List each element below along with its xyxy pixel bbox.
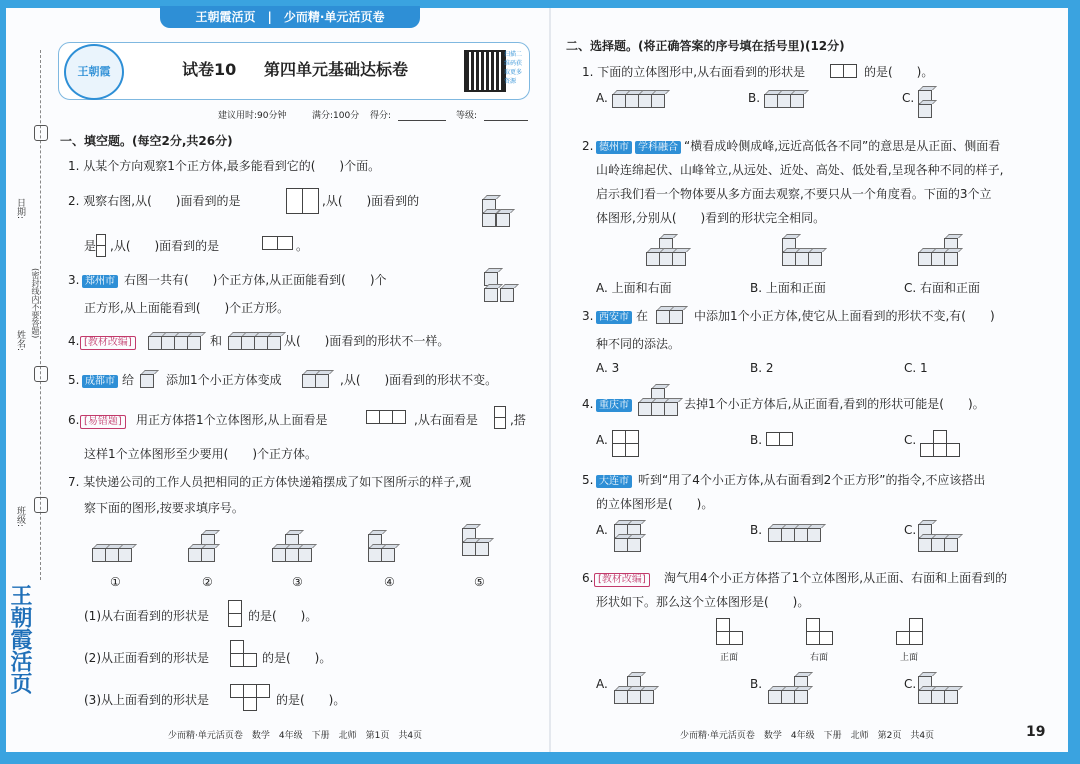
r-q6-tag: [教材改编] — [594, 573, 650, 587]
right-border — [1068, 0, 1080, 764]
r-q2-opt-a[interactable]: A. 上面和右面 — [596, 281, 672, 295]
r-q6-line1: 淘气用4个小正方体搭了1个立体图形,从正面、右面和上面看到的 — [664, 571, 1008, 585]
series-name: 少而精·单元活页卷 — [283, 10, 385, 24]
q7-figure-3 — [270, 528, 326, 570]
r-q2-fig-2 — [780, 232, 840, 272]
q3-line2: 正方形,从上面能看到( )个正方形。 — [84, 301, 290, 315]
brand-name: 王朝霞 — [195, 10, 232, 24]
q7-num-5: ⑤ — [474, 575, 485, 589]
meta-time: 建议用时:90分钟 — [218, 111, 287, 121]
q7-1-a: (1)从右面看到的形状是 — [84, 609, 209, 623]
r-q5-opt-a[interactable]: A. — [596, 523, 608, 537]
r-q1-opt-a[interactable]: A. — [596, 91, 608, 105]
r-q4-figure — [636, 384, 682, 420]
r-q4-tag-wrap — [596, 396, 635, 412]
grade-blank[interactable] — [484, 120, 528, 121]
r-q3-tag: 西安市 — [596, 311, 632, 324]
qr-caption: 扫描二维码获取更多资源 — [504, 51, 523, 85]
r-q1-opt-c[interactable]: C. — [902, 91, 915, 105]
q6-text3: ,搭 — [510, 413, 526, 427]
r-q6-line2: 形状如下。那么这个立体图形是( )。 — [596, 595, 810, 609]
r-q2-line3: 启示我们看一个物体要从多方面去观察,不要只从一个角度看。下面的3个立 — [596, 187, 992, 201]
r-q6-fig-c — [916, 670, 964, 716]
q3-line1: 右图一共有( )个正方体,从正面能看到( )个 — [124, 273, 387, 287]
r-q1-opt-b[interactable]: B. — [748, 91, 761, 105]
q7-1-b: 的是( )。 — [248, 609, 318, 623]
r-q2-fig-3 — [916, 232, 976, 272]
q6-number: 6. — [68, 413, 80, 427]
q7-num-4: ④ — [384, 575, 395, 589]
r-q6-tag-wrap — [594, 570, 653, 587]
q7-figure-4 — [366, 528, 410, 570]
right-footer: 少而精·单元活页卷 数学 4年级 下册 北师 第2页 共4页 — [680, 731, 935, 741]
q7-2-b: 的是( )。 — [262, 651, 332, 665]
r-q6-opt-a[interactable]: A. — [596, 677, 608, 691]
r-q3-line2: 种不同的添法。 — [596, 337, 681, 351]
r-q5-fig-c — [916, 516, 960, 560]
q5-figure-b — [300, 366, 340, 390]
meta-grade: 等级: — [456, 111, 478, 121]
q6-tag: [易错题] — [80, 415, 126, 429]
q5-number: 5. — [68, 373, 80, 387]
q4-number: 4. — [68, 334, 80, 348]
q2-line1b: ,从( )面看到的 — [322, 194, 420, 208]
r-q2-number: 2. — [582, 139, 594, 153]
q7-figure-2 — [186, 528, 230, 570]
side-name-label: 姓名: — [15, 330, 25, 352]
binding-hole — [34, 366, 48, 382]
meta-full-score: 满分:100分 — [312, 111, 360, 121]
r-q5-opt-b[interactable]: B. — [750, 523, 763, 537]
q2-line2b: ,从( )面看到的是 — [110, 239, 220, 253]
q2-line2c: 。 — [296, 239, 309, 253]
r-q5-tag: 大连市 — [596, 475, 632, 488]
q7-line1: 7. 某快递公司的工作人员把相同的正方体快递箱摆成了如下图所示的样子,观 — [68, 475, 472, 489]
r-q1-fig-b — [762, 86, 812, 114]
r-q5-fig-b — [766, 518, 830, 550]
r-q3-number: 3. — [582, 309, 594, 323]
r-q6-top-label: 上面 — [900, 653, 919, 663]
page-number: 19 — [1026, 724, 1046, 740]
header-banner: 王朝霞活页 | 少而精·单元活页卷 — [160, 6, 420, 28]
q7-figure-5 — [460, 524, 504, 570]
r-q3-opt-b[interactable]: B. 2 — [750, 361, 774, 375]
r-q4-opt-a[interactable]: A. — [596, 433, 608, 447]
binding-hole — [34, 497, 48, 513]
r-q5-tag-wrap — [596, 472, 635, 488]
r-q2-line2: 山岭连绵起伏、山峰耸立,从远处、近处、高处、低处看,呈现各种不同的样子, — [596, 163, 1004, 177]
r-q2-line4: 体图形,分别从( )看到的形状完全相同。 — [596, 211, 826, 225]
r-q3-opt-c[interactable]: C. 1 — [904, 361, 928, 375]
q1-text: 1. 从某个方向观察1个正方体,最多能看到它的( )个面。 — [68, 159, 381, 173]
q6-text2: ,从右面看是 — [414, 413, 478, 427]
left-footer: 少而精·单元活页卷 数学 4年级 下册 北师 第1页 共4页 — [168, 731, 423, 741]
side-date-label: 日期: — [15, 198, 25, 220]
meta-score: 得分: — [370, 111, 392, 121]
r-q2-tag1: 德州市 — [596, 141, 632, 154]
r-q1-b: 的是( )。 — [864, 65, 934, 79]
paper-number: 试卷10 — [182, 60, 237, 79]
q4-figure-b — [226, 330, 286, 352]
q3-number: 3. — [68, 273, 80, 287]
q5-tag: 成都市 — [82, 375, 118, 388]
q7-3-b: 的是( )。 — [276, 693, 346, 707]
section-multiple-choice: 二、选择题。(将正确答案的序号填在括号里)(12分) — [566, 39, 845, 53]
q7-figure-1 — [90, 540, 146, 570]
r-q4-text: 去掉1个小正方体后,从正面看,看到的形状可能是( )。 — [684, 397, 985, 411]
side-note: (密封线内不要答题) — [31, 268, 40, 339]
q5-text2: ,从( )面看到的形状不变。 — [340, 373, 498, 387]
r-q6-right-label: 右面 — [810, 653, 829, 663]
r-q2-fig-1 — [644, 232, 704, 272]
r-q1-fig-a — [610, 88, 680, 112]
q5-figure-a — [138, 366, 160, 390]
r-q6-number: 6. — [582, 571, 594, 585]
logo-badge: 王朝霞 — [64, 44, 124, 100]
r-q5-line2: 的立体图形是( )。 — [596, 497, 714, 511]
brand-product: 活页 — [231, 10, 256, 24]
r-q2-tags — [596, 138, 684, 154]
binding-hole — [34, 125, 48, 141]
q4-tag: [教材改编] — [80, 336, 136, 350]
q7-num-1: ① — [110, 575, 121, 589]
q7-num-3: ③ — [292, 575, 303, 589]
q7-num-2: ② — [202, 575, 213, 589]
q4-figure-a — [146, 330, 206, 352]
r-q6-opt-b[interactable]: B. — [750, 677, 763, 691]
r-q3-in: 在 — [636, 309, 649, 323]
q3-solid-figure — [482, 268, 522, 312]
r-q6-front-label: 正面 — [720, 653, 739, 663]
r-q5-fig-a — [612, 516, 652, 560]
q4-text: 从( )面看到的形状不一样。 — [284, 334, 450, 348]
r-q6-fig-b — [766, 670, 814, 716]
q6-line2: 这样1个立体图形至少要用( )个正方体。 — [84, 447, 317, 461]
q6-text1: 用正方体搭1个立体图形,从上面看是 — [136, 413, 328, 427]
r-q2-line1: “横看成岭侧成峰,远近高低各不同”的意思是从正面、侧面看 — [684, 139, 1001, 153]
r-q5-opt-c[interactable]: C. — [904, 523, 917, 537]
q7-2-a: (2)从正面看到的形状是 — [84, 651, 209, 665]
q5-text1: 添加1个小正方体变成 — [166, 373, 282, 387]
r-q3-opt-a[interactable]: A. 3 — [596, 361, 620, 375]
r-q5-line1: 听到“用了4个小正方体,从右面看到2个正方形”的指令,不应该搭出 — [638, 473, 986, 487]
section-fill-blank: 一、填空题。(每空2分,共26分) — [60, 134, 233, 148]
q5-give: 给 — [122, 373, 135, 387]
score-blank[interactable] — [398, 120, 446, 121]
r-q1-fig-c — [916, 84, 946, 124]
q3-region-tag — [82, 272, 121, 288]
r-q3-line1: 中添加1个小正方体,使它从上面看到的形状不变,有( ) — [694, 309, 995, 323]
r-q5-number: 5. — [582, 473, 594, 487]
q2-line1a: 2. 观察右图,从( )面看到的是 — [68, 194, 241, 208]
q4-tag-wrap — [80, 333, 139, 350]
q7-line2: 察下面的图形,按要求填序号。 — [84, 501, 244, 515]
paper-title: 第四单元基础达标卷 — [264, 60, 409, 79]
qr-code — [464, 50, 506, 92]
r-q3-figure — [654, 302, 690, 326]
q5-tag-wrap — [82, 372, 121, 388]
q2-line2a: 是 — [84, 239, 97, 253]
r-q6-fig-a — [612, 670, 660, 716]
r-q3-tag-wrap — [596, 308, 635, 324]
center-divider — [549, 8, 551, 752]
side-class-label: 班级: — [15, 506, 25, 528]
q7-3-a: (3)从上面看到的形状是 — [84, 693, 209, 707]
q3-tag: 郑州市 — [82, 275, 118, 288]
r-q4-number: 4. — [582, 397, 594, 411]
q2-solid-figure — [480, 195, 520, 235]
q6-tag-wrap — [80, 412, 129, 429]
r-q2-tag2: 学科融合 — [635, 141, 681, 154]
r-q4-opt-c[interactable]: C. — [904, 433, 917, 447]
r-q4-tag: 重庆市 — [596, 399, 632, 412]
q4-and: 和 — [210, 334, 223, 348]
r-q4-opt-b[interactable]: B. — [750, 433, 763, 447]
r-q2-opt-c[interactable]: C. 右面和正面 — [904, 281, 981, 295]
r-q2-opt-b[interactable]: B. 上面和正面 — [750, 281, 826, 295]
r-q1-a: 1. 下面的立体图形中,从右面看到的形状是 — [582, 65, 806, 79]
r-q6-opt-c[interactable]: C. — [904, 677, 917, 691]
side-brand-logo: 王朝霞活页 — [7, 584, 32, 694]
bottom-border — [0, 752, 1080, 764]
